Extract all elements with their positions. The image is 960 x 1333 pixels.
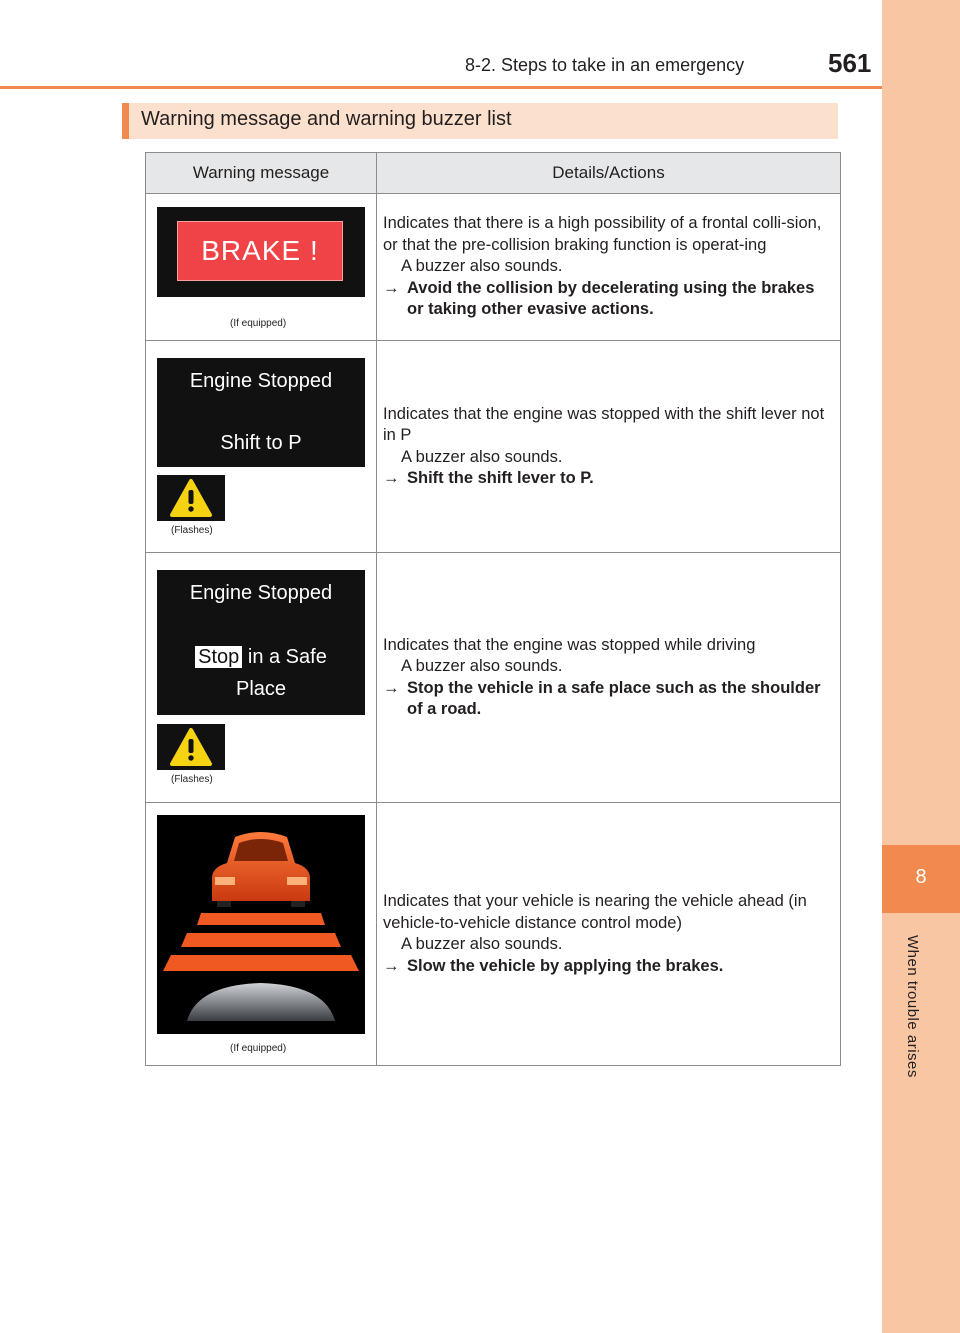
screen-line-engine-stopped: Engine Stopped [189, 582, 333, 604]
brake-warning-box [177, 221, 343, 281]
warning-image-cell [146, 194, 377, 341]
screen-line-engine-stopped: Engine Stopped [189, 370, 333, 392]
table-row [146, 194, 841, 341]
details-text: Indicates that your vehicle is nearing the vehicle ahead (in vehicle-to-vehicle distance control mode) [383, 892, 807, 932]
brake-warning-text: BRAKE ! [201, 235, 319, 266]
section-title: 8-2. Steps to take in an emergency [465, 55, 745, 75]
brake-display [157, 207, 365, 297]
column-header-warning-message: Warning message [146, 153, 377, 194]
arrow-icon: → [383, 278, 400, 297]
image-caption: (Flashes) [171, 774, 213, 785]
section-heading-text: Warning message and warning buzzer list [141, 108, 512, 130]
image-caption: (Flashes) [171, 525, 213, 536]
action-label: Stop the vehicle in a safe place such as the shoulder of a road. [407, 678, 821, 718]
table-row [146, 803, 841, 1066]
screen-line-rest: in a Safe [242, 646, 327, 668]
buzzer-text: A buzzer also sounds. [401, 257, 563, 276]
details-text: Indicates that the engine was stopped with the shift lever not in P [383, 404, 825, 444]
chapter-title: When trouble arises [904, 935, 921, 1078]
warning-triangle-icon [157, 724, 225, 770]
action-label: Avoid the collision by decelerating using the brakes or taking other evasive actions. [407, 278, 815, 319]
buzzer-text: A buzzer also sounds. [401, 447, 563, 466]
vehicle-ahead-icon [157, 815, 365, 1034]
screen-line-stop-in-safe [157, 646, 365, 669]
details-cell [377, 194, 841, 341]
action-text [383, 278, 830, 321]
section-heading [122, 103, 838, 139]
warning-triangle-icon [157, 475, 225, 521]
stop-highlight: Stop [195, 646, 242, 668]
arrow-icon: → [383, 469, 400, 487]
details-cell [377, 803, 841, 1066]
engine-stopped-display [157, 358, 365, 467]
details-cell [377, 341, 841, 553]
action-label: Shift the shift lever to P. [407, 469, 594, 487]
engine-stopped-safe-display [157, 570, 365, 715]
image-caption: (If equipped) [230, 318, 287, 329]
details-text: Indicates that the engine was stopped while driving [383, 635, 756, 654]
column-header-details: Details/Actions [377, 153, 841, 194]
warning-table [145, 152, 841, 1066]
table-row [146, 553, 841, 803]
header-rule [0, 86, 882, 89]
action-text [383, 956, 830, 978]
arrow-icon: → [383, 956, 400, 975]
warning-image-cell [146, 553, 377, 803]
action-label: Slow the vehicle by applying the brakes. [407, 956, 724, 975]
action-text [383, 678, 830, 721]
image-caption: (If equipped) [230, 1043, 287, 1054]
warning-image-cell [146, 341, 377, 553]
vehicle-ahead-display [157, 815, 365, 1034]
details-text: Indicates that there is a high possibility of a frontal colli-sion, or that the pre-collision braking function is operat-ing [383, 214, 822, 254]
arrow-icon: → [383, 678, 400, 697]
table-header-row [146, 153, 841, 194]
buzzer-text: A buzzer also sounds. [401, 657, 563, 675]
table-row [146, 341, 841, 553]
warning-image-cell [146, 803, 377, 1066]
buzzer-text: A buzzer also sounds. [401, 935, 563, 953]
screen-line-shift-to-p: Shift to P [220, 432, 302, 454]
chapter-side-tab [882, 0, 960, 1333]
details-cell [377, 553, 841, 803]
page-number: 561 [828, 48, 872, 78]
action-text [383, 468, 830, 490]
chapter-number: 8 [915, 866, 927, 888]
screen-line-place: Place [235, 678, 287, 700]
